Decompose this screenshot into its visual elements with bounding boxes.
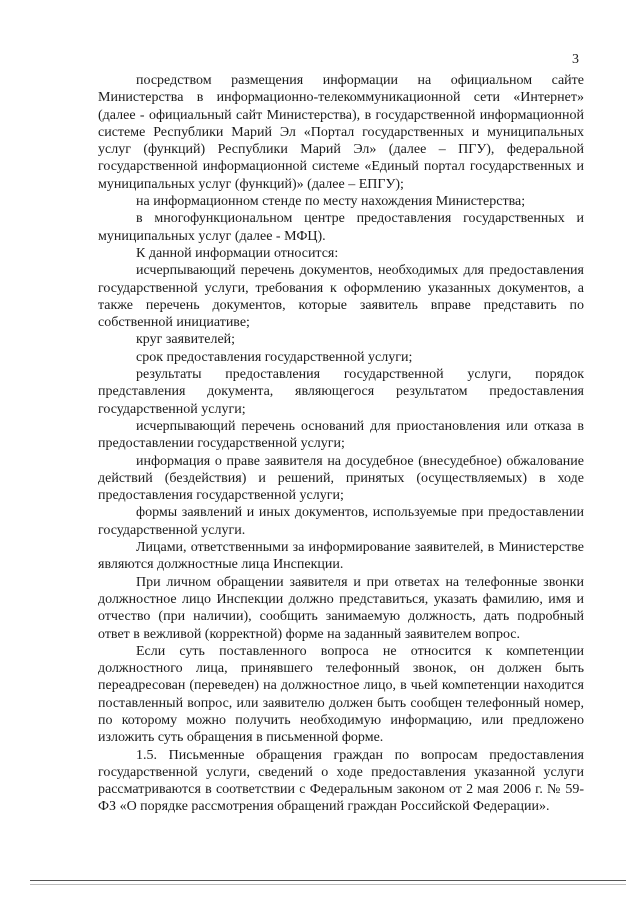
page-number: 3	[572, 52, 579, 67]
paragraph-service-term: срок предоставления государственной услуги;	[136, 349, 413, 365]
document-body	[98, 72, 584, 816]
paragraph-documents-list: исчерпывающий перечень документов, необходимых для предоставления государственной услуги, требования к оформлению указанных документов, а также перечень документов, которые заявитель вправе представить по собственной инициативе;	[98, 263, 584, 331]
paragraph-written-appeals: 1.5. Письменные обращения граждан по вопросам предоставления государственной услуги, сведений о ходе предоставления указанной услуги рассматриваются в соответствии с Федеральным законом от 2 мая 2006 г. № 59-ФЗ «О порядке рассмотрения обращений граждан Российской Федерации».	[98, 747, 584, 815]
paragraph-redirect: Если суть поставленного вопроса не относится к компетенции должностного лица, принявшего телефонный звонок, он должен быть переадресован (переведен) на должностное лицо, в чьей компетенции находится поставленный вопрос, или заявителю должен быть сообщен телефонный номер, по которому можно получить необходимую информацию, или предложено изложить суть обращения в письменной форме.	[98, 643, 584, 746]
paragraph-responsible-persons: Лицами, ответственными за информирование заявителей, в Министерстве являются должностные лица Инспекции.	[98, 540, 584, 573]
paragraph-mfc: в многофункциональном центре предоставления государственных и муниципальных услуг (далее - МФЦ).	[98, 211, 584, 244]
paragraph-application-forms: формы заявлений и иных документов, используемые при предоставлении государственной услуги.	[98, 505, 584, 538]
paragraph-info-stand: на информационном стенде по месту нахождения Министерства;	[136, 194, 526, 210]
footer-divider-secondary	[30, 884, 626, 885]
paragraph-service-results: результаты предоставления государственной услуги, порядок представления документа, являющегося результатом предоставления государственной услуги;	[98, 367, 584, 417]
paragraph-refusal-grounds: исчерпывающий перечень оснований для приостановления или отказа в предоставлении государственной услуги;	[98, 418, 584, 452]
paragraph-applicants: круг заявителей;	[136, 332, 236, 348]
paragraph-appeal-rights: информация о праве заявителя на досудебное (внесудебное) обжалование действий (бездействия) и решений, принятых (осуществляемых) в ходе предоставления государственной услуги;	[98, 453, 584, 504]
paragraph-info-includes: К данной информации относится:	[136, 245, 339, 261]
paragraph-publication-channels: посредством размещения информации на официальном сайте Министерства в информационно-телекоммуникационной сети «Интернет» (далее - официальный сайт Министерства), в государственной информационной системе Республики Марий Эл «Портал государственных и муниципальных услуг (функций) Республики Марий Эл» (далее – ПГУ), федеральной государственной информационной системе «Единый портал государственных и муниципальных услуг (функций)» (далее – ЕПГУ);	[98, 73, 584, 192]
footer-divider	[30, 880, 626, 881]
paragraph-personal-contact: При личном обращении заявителя и при ответах на телефонные звонки должностное лицо Инспекции должно представиться, указать фамилию, имя и отчество (при наличии), сообщить занимаемую должность, дать подробный ответ в вежливой (корректной) форме на заданный заявителем вопрос.	[98, 574, 584, 642]
